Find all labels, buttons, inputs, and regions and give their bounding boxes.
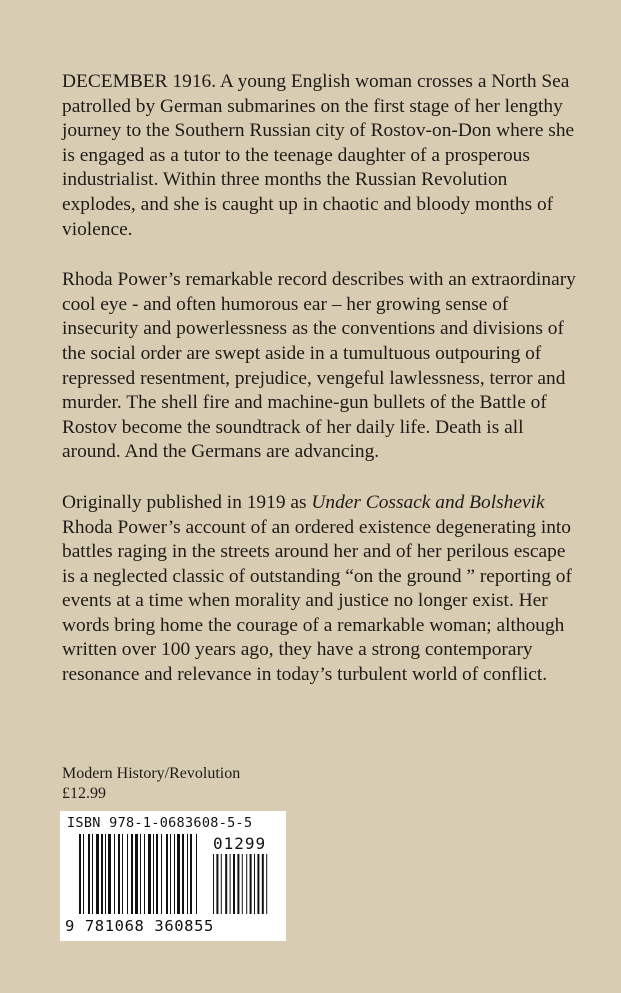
blurb-paragraph-3-lead: Originally published in 1919 as: [62, 491, 312, 513]
barcode-addon-bar: [221, 854, 222, 914]
barcode-bar: [161, 834, 162, 914]
barcode-addon-bar: [262, 854, 264, 914]
barcode-bar: [96, 834, 99, 914]
book-meta: [62, 764, 240, 804]
barcode-addon-bar: [230, 854, 231, 914]
blurb-paragraph-3-rest: Rhoda Power’s account of an ordered existence degenerating into battles raging in the streets around her and of her perilous escape is a neglected classic of outstanding “on the ground ” reporting of events at a time when morality and justice no longer exist. Her words bring home the courage of a remarkable woman; although written over 100 years ago, they have a strong contemporary resonance and relevance in today’s turbulent world of conflict.: [62, 516, 572, 686]
barcode-bar: [127, 834, 128, 914]
isbn-number: ISBN 978-1-0683608-5-5: [67, 815, 253, 831]
barcode-bar: [101, 834, 103, 914]
barcode-bar: [153, 834, 154, 914]
barcode-addon-bar: [257, 854, 259, 914]
book-original-title: Under Cossack and Bolshevik: [311, 491, 545, 513]
isbn-barcode: [60, 811, 286, 941]
back-cover-blurb: [62, 70, 582, 714]
barcode-bar: [83, 834, 84, 914]
barcode-addon-bar: [266, 854, 267, 914]
barcode-bar: [190, 834, 192, 914]
blurb-paragraph-3: [62, 491, 582, 688]
barcode-bar: [144, 834, 145, 914]
barcode-addon-bar: [254, 854, 255, 914]
barcode-bar: [105, 834, 106, 914]
barcode-bar: [92, 834, 93, 914]
blurb-paragraph-2: Rhoda Power’s remarkable record describes with an extraordinary cool eye - and often humorous ear – her growing sense of insecurity and powerlessness as the conventions and divisions of the social order are swept aside in a tumultuous outpouring of repressed resentment, prejudice, vengeful lawlessness, terror and murder. The shell fire and machine-gun bullets of the Battle of Rostov become the soundtrack of her daily life. Death is all around. And the Germans are advancing.: [62, 269, 576, 463]
barcode-addon-bar: [216, 854, 218, 914]
barcode-addon-bar: [225, 854, 227, 914]
barcode-bar: [135, 834, 138, 914]
barcode-addon-bar: [233, 854, 235, 914]
barcode-bar: [187, 834, 188, 914]
barcode-bar: [140, 834, 141, 914]
barcode-bar: [122, 834, 123, 914]
barcode-bar: [148, 834, 151, 914]
barcode-bar: [108, 834, 111, 914]
barcode-bar: [131, 834, 133, 914]
barcode-digits: 9 781068 360855: [65, 917, 214, 935]
barcode-addon-bar: [242, 854, 243, 914]
barcode-bar: [174, 834, 175, 914]
blurb-paragraph-1: DECEMBER 1916. A young English woman crosses a North Sea patrolled by German submarines on the first stage of her lengthy journey to the Southern Russian city of Rostov-on-Don where she is engaged as a tutor to the teenage daughter of a prosperous industrialist. Within three months the Russian Revolution explodes, and she is caught up in chaotic and bloody months of violence.: [62, 71, 575, 240]
barcode-bar: [156, 834, 158, 914]
barcode-addon-bar: [237, 854, 239, 914]
barcode-bar: [177, 834, 180, 914]
barcode-bar: [88, 834, 90, 914]
category-label: Modern History/Revolution: [62, 765, 241, 782]
barcode-bar: [170, 834, 171, 914]
barcode-bar: [114, 834, 115, 914]
price-label: £12.99: [62, 785, 106, 802]
barcode-addon-bar: [246, 854, 247, 914]
barcode-bar: [182, 834, 184, 914]
barcode-addon-bar: [213, 854, 214, 914]
barcode-bar: [118, 834, 120, 914]
barcode-bar: [166, 834, 168, 914]
barcode-bar: [79, 834, 81, 914]
barcode-bar: [196, 834, 197, 914]
barcode-price-code: 01299: [213, 834, 267, 853]
barcode-addon-bar: [250, 854, 252, 914]
